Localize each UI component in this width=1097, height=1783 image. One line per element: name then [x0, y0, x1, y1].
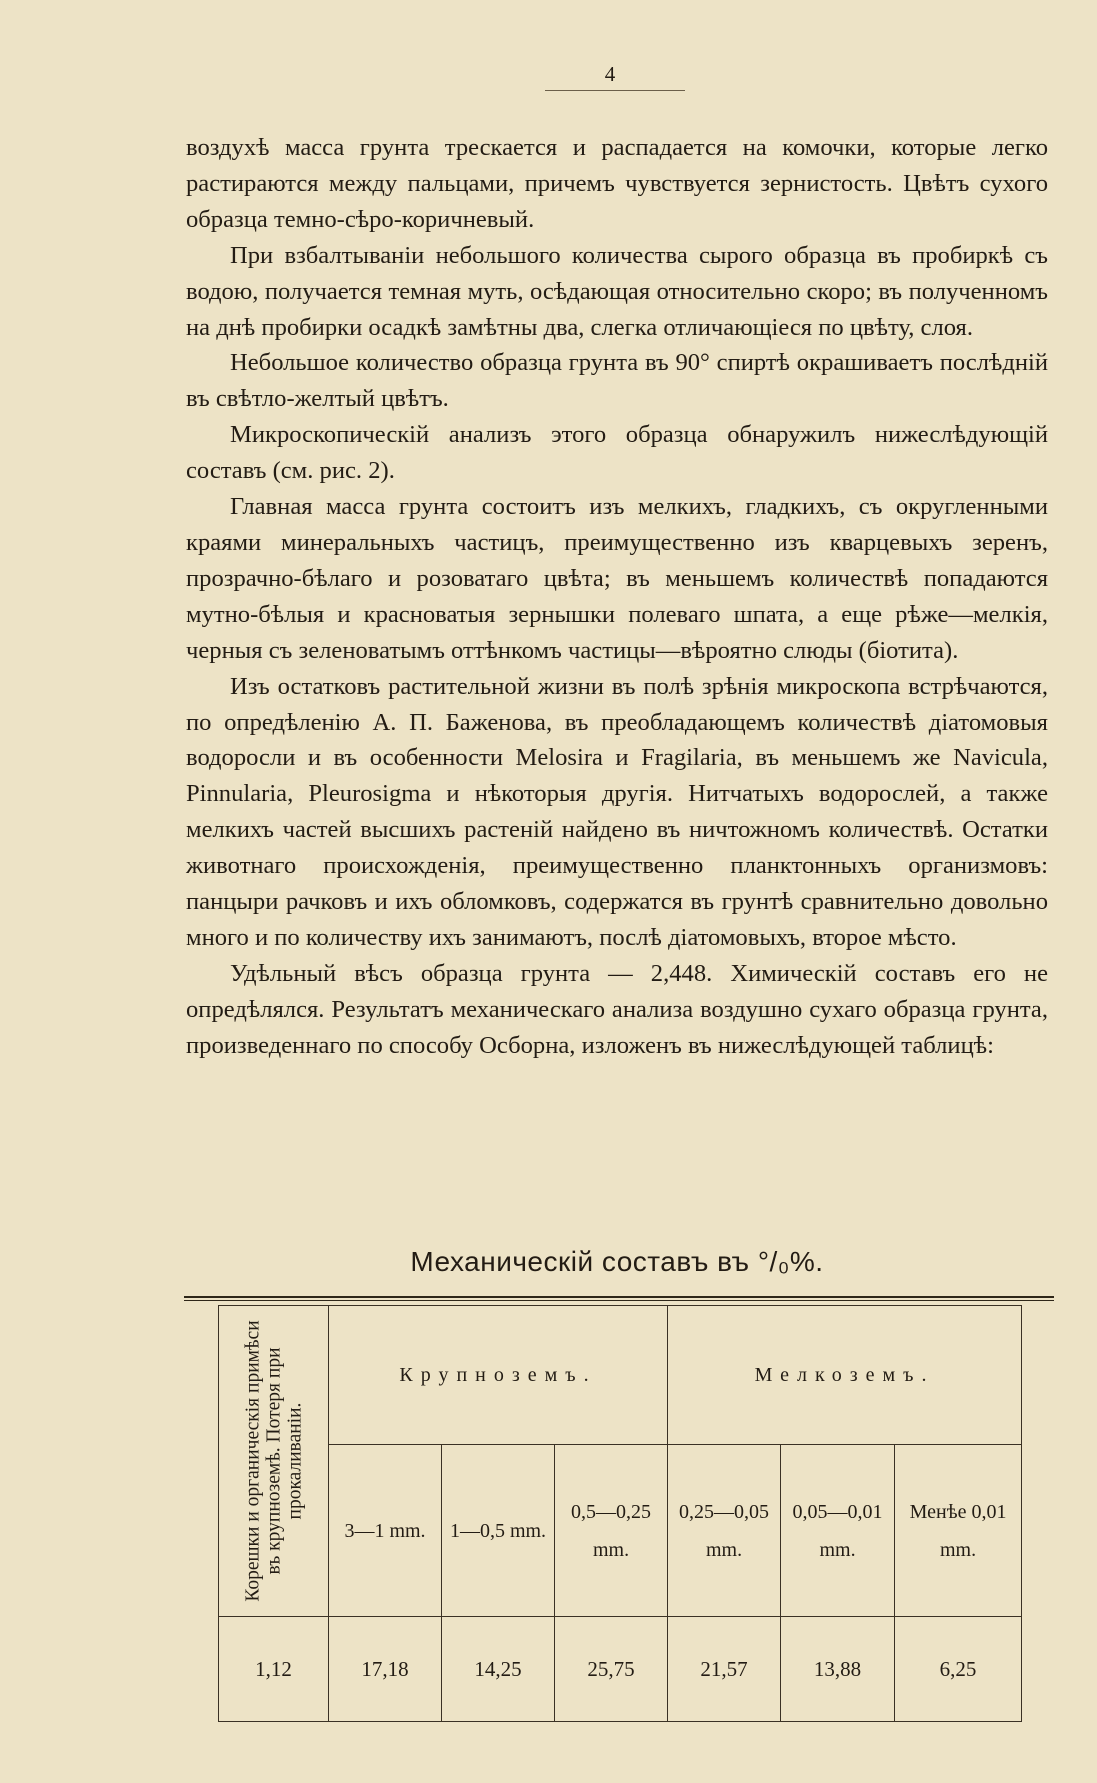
column-header: 0,05—0,01 mm. [781, 1445, 895, 1617]
table-cell: 1,12 [219, 1617, 329, 1722]
column-header: 0,5—0,25 mm. [555, 1445, 668, 1617]
paragraph: Главная масса грунта состоитъ изъ мелкихъ, гладкихъ, съ округленными краями минеральныхъ частицъ, преимущественно изъ кварцевыхъ зеренъ, прозрачно-бѣлаго и розоватаго цвѣта; въ меньшемъ количествѣ попадаются мутно-бѣлыя и красноватыя зернышки полеваго шпата, а еще рѣже—мелкія, черныя съ зеленоватымъ оттѣнкомъ частицы—вѣроятно слюды (біотита). [186, 493, 1048, 664]
paragraph: Удѣльный вѣсъ образца грунта — 2,448. Химическій составъ его не опредѣлялся. Результатъ механическаго анализа воздушно сухаго образца грунта, произведеннаго по способу Осборна, изложенъ въ нижеслѣдующей таблицѣ: [186, 959, 1048, 1059]
header-rule [545, 90, 685, 91]
column-header: 1—0,5 mm. [442, 1445, 555, 1617]
table-top-rule [184, 1296, 1054, 1298]
paragraph: Небольшое количество образца грунта въ 90° спиртѣ окрашиваетъ послѣдній въ свѣтло-желтый цвѣтъ. [186, 349, 1048, 413]
paragraph: Изъ остатковъ растительной жизни въ полѣ зрѣнія микроскопа встрѣчаются, по опредѣленію А. П. Баженова, въ преобладающемъ количествѣ діатомовыя водоросли и въ особенности Melosira и Fragilaria, въ меньшемъ же Navicula, Pinnularia, Pleurosigma и нѣкоторыя другія. Нитчатыхъ водорослей, а также мелкихъ частей высшихъ растеній найдено въ ничтожномъ количествѣ. Остатки животнаго происхожденія, преимущественно планктонныхъ организмовъ: панцыри рачковъ и ихъ обломковъ, содержатся въ грунтѣ сравнительно довольно много и по количеству ихъ занимаютъ, послѣ діатомовыхъ, второе мѣсто. [186, 672, 1048, 951]
page-number: 4 [604, 62, 616, 86]
table-cell: 13,88 [781, 1617, 895, 1722]
table-title: Механическій составъ въ °/₀%. [410, 1246, 824, 1277]
paragraph: При взбалтываніи небольшого количества сырого образца въ пробиркѣ съ водою, получается темная муть, осѣдающая относительно скоро; въ полученномъ на днѣ пробирки осадкѣ замѣтны два, слегка отличающіеся по цвѣту, слоя. [186, 241, 1048, 341]
organic-loss-header [219, 1306, 329, 1617]
table-cell: 14,25 [442, 1617, 555, 1722]
paragraph: воздухѣ масса грунта трескается и распадается на комочки, которые легко растираются между пальцами, причемъ чувствуется зернистость. Цвѣтъ сухого образца темно-сѣро-коричневый. [186, 134, 1048, 233]
fine-fraction-header: Мелкоземъ. [668, 1306, 1022, 1445]
column-header: Менѣе 0,01 mm. [895, 1445, 1022, 1617]
paragraph: Микроскопическій анализъ этого образца обнаружилъ нижеслѣдующій составъ (см. рис. 2). [186, 421, 1048, 485]
mechanical-composition-table [218, 1305, 1022, 1722]
table-row [219, 1617, 1022, 1722]
table-cell: 17,18 [329, 1617, 442, 1722]
table-top-rule-thin [184, 1300, 1054, 1301]
organic-loss-header-text: Корешки и органическія примѣси въ крупноземѣ. Потеря при прокаливаніи. [242, 1320, 305, 1602]
table-cell: 25,75 [555, 1617, 668, 1722]
column-header: 0,25—0,05 mm. [668, 1445, 781, 1617]
coarse-fraction-header: Крупноземъ. [329, 1306, 668, 1445]
table-cell: 21,57 [668, 1617, 781, 1722]
column-header: 3—1 mm. [329, 1445, 442, 1617]
body-text [186, 130, 1048, 1064]
table-cell: 6,25 [895, 1617, 1022, 1722]
